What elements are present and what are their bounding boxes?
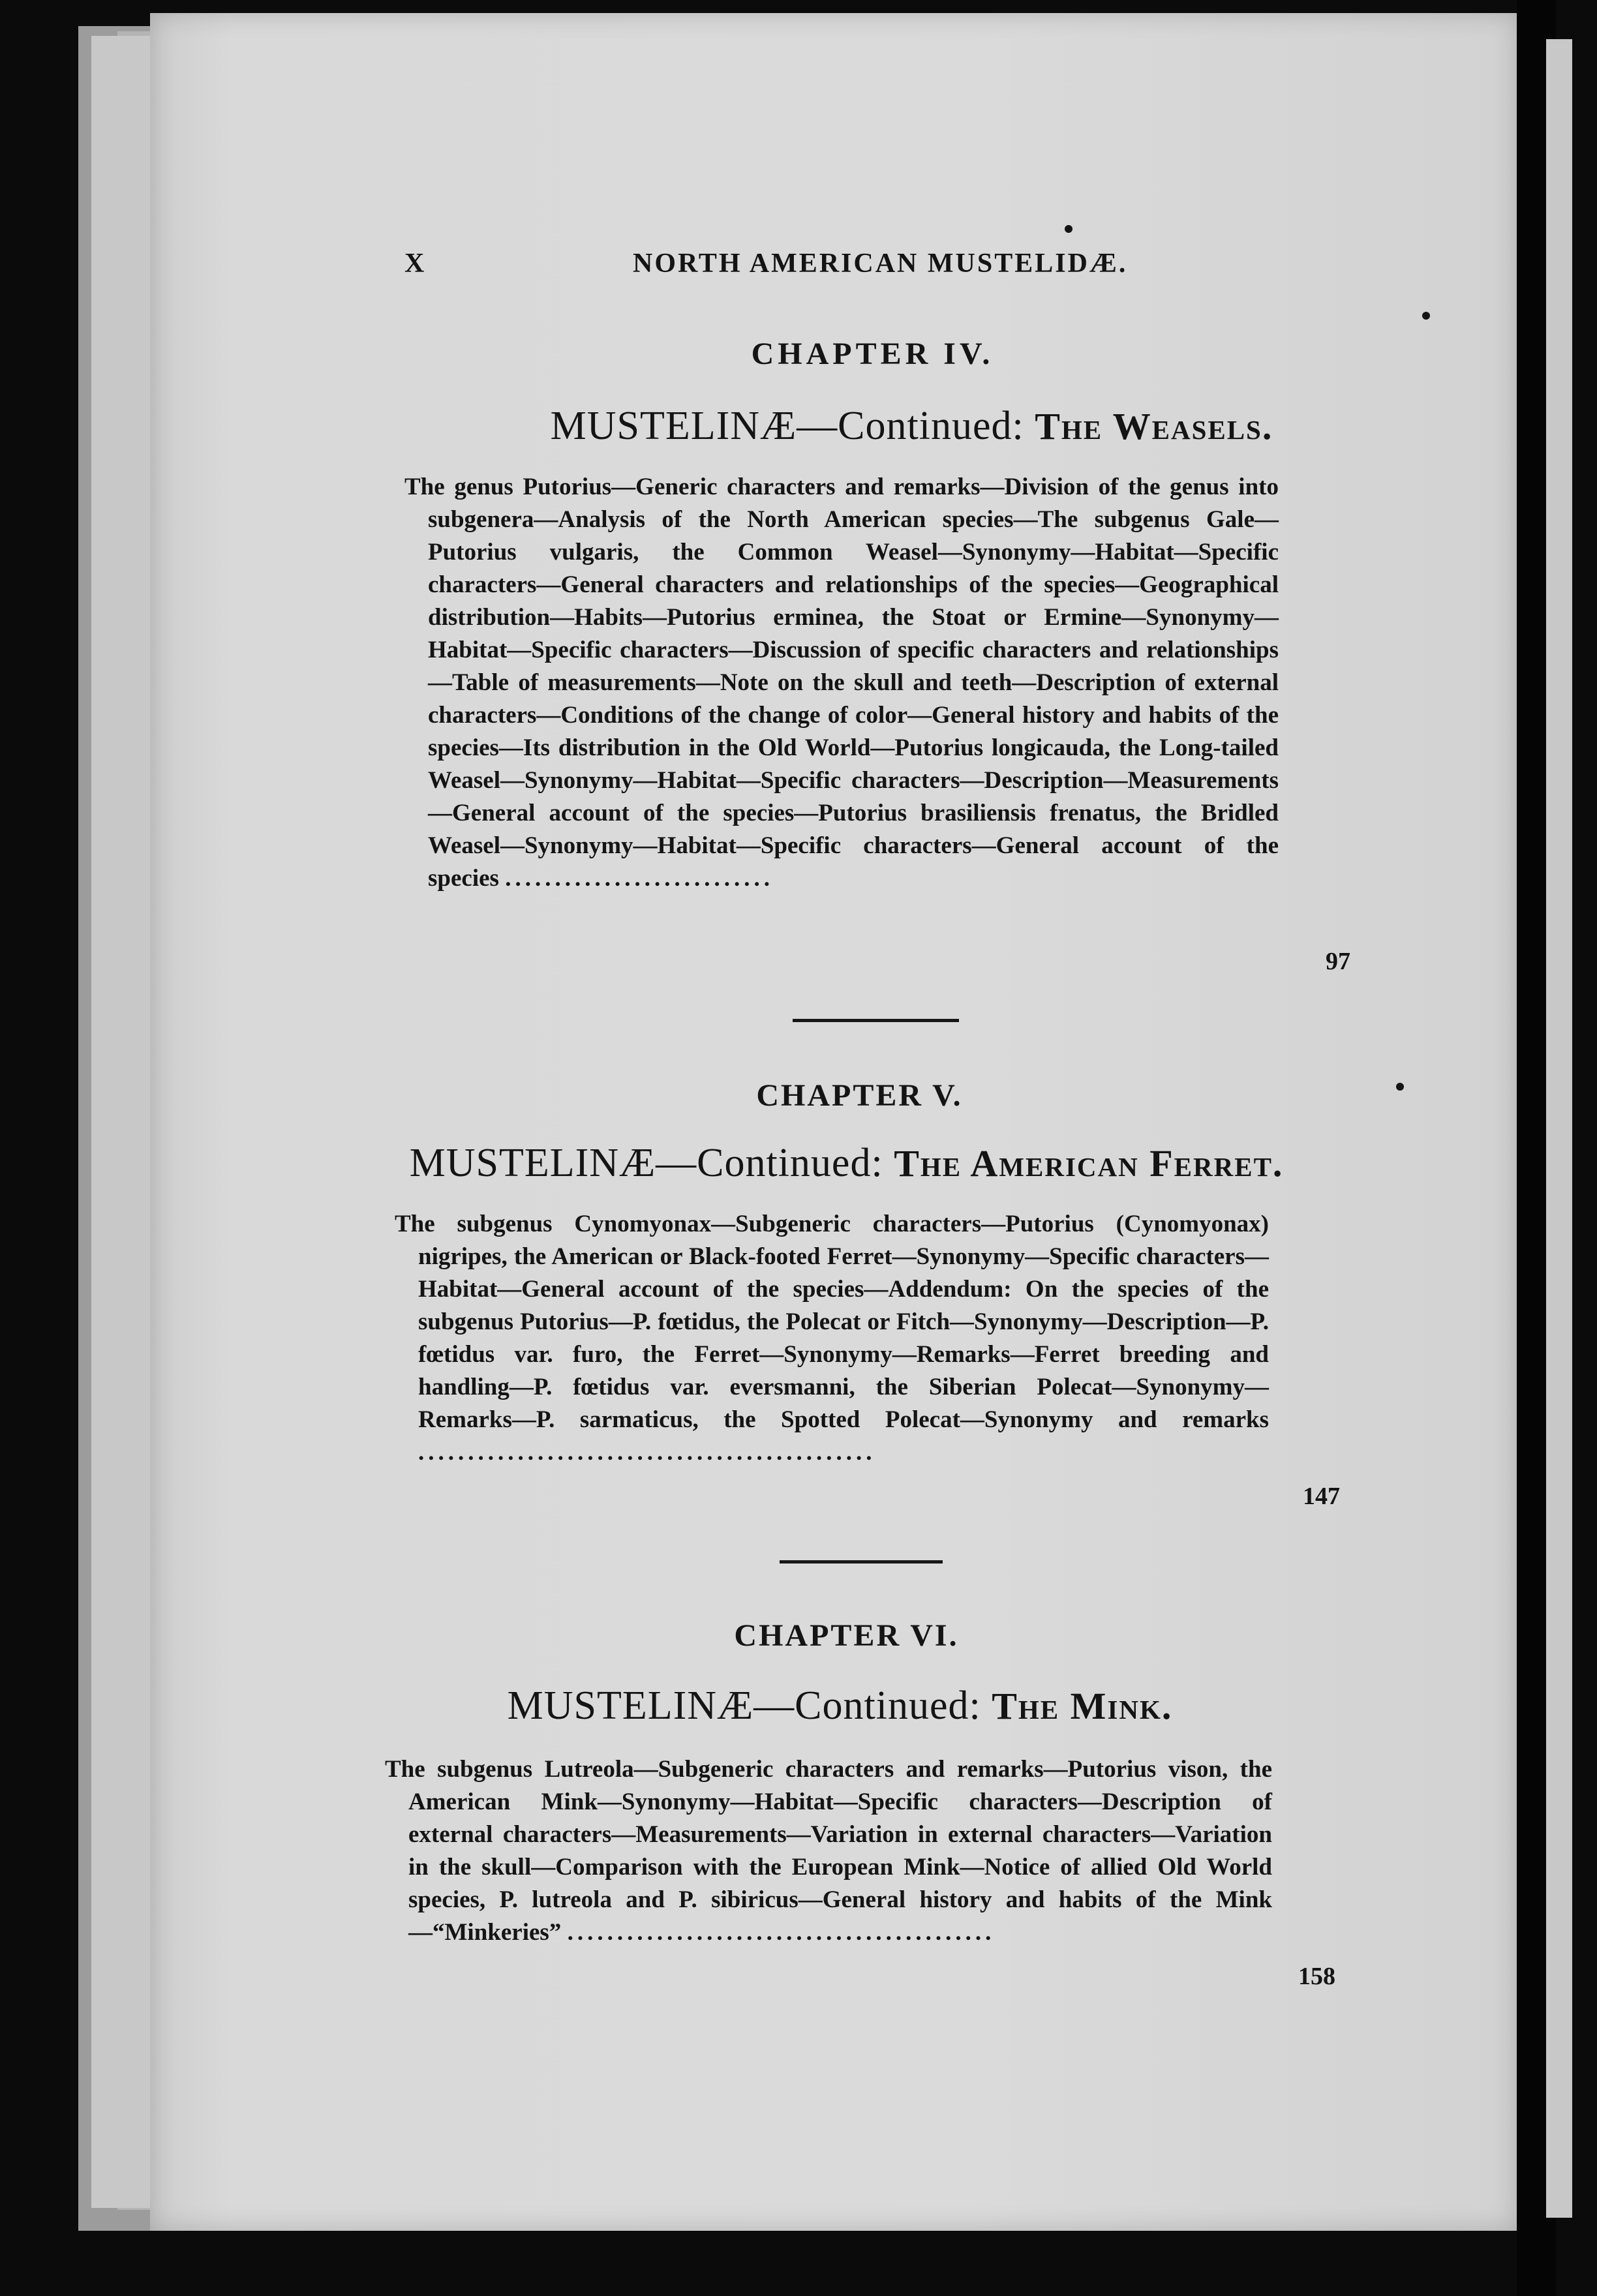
- chapter-iv-title-sub: The Weasels.: [1035, 405, 1273, 447]
- chapter-iv-summary: [404, 471, 1279, 895]
- chapter-vi-summary: [385, 1753, 1272, 1949]
- chapter-vi-title-main: MUSTELINÆ—Continued:: [507, 1684, 981, 1728]
- chapter-iv-label: CHAPTER IV.: [751, 337, 994, 371]
- chapter-iv-page-number: 97: [1326, 948, 1350, 975]
- section-divider-rule: [780, 1560, 943, 1563]
- chapter-vi-title: [150, 1683, 1523, 1729]
- chapter-iv-leader-dots: ...........................: [505, 865, 774, 892]
- chapter-v-contents: [395, 1208, 1269, 1469]
- chapter-v-leader-dots: ..............................................: [418, 1439, 876, 1466]
- chapter-vi-leader-dots: ...........................................: [567, 1919, 996, 1946]
- chapter-v-title-main: MUSTELINÆ—Continued:: [409, 1141, 883, 1185]
- chapter-vi-title-sub: The Mink.: [992, 1685, 1173, 1727]
- chapter-v-title-sub: The American Ferret.: [894, 1142, 1284, 1185]
- running-head-title: NORTH AMERICAN MUSTELIDÆ.: [633, 249, 1128, 279]
- chapter-iv-summary-text: The genus Putorius—Generic characters and remarks—Division of the genus into subgenera—Analysis of the North American species—The subgenus Gale—Putorius vulgaris, the Common Weasel—Synonymy—Habitat—Specific characters—General characters and relationships of the species—Geographical distribution—Habits—Putorius erminea, the Stoat or Ermine—Synonymy—Habitat—Specific characters—Discussion of specific characters and relationships—Table of measurements—Note on the skull and teeth—Description of external characters—Conditions of the change of color—General history and habits of the species—Its distribution in the Old World—Putorius longicauda, the Long-tailed Weasel—Synonymy—Habitat—Specific characters—Description—Measurements—General account of the species—Putorius brasiliensis frenatus, the Bridled Weasel—Synonymy—Habitat—Specific characters—General account of the species: [404, 474, 1279, 892]
- chapter-vi-summary-text: The subgenus Lutreola—Subgeneric characters and remarks—Putorius vison, the American Mink—Synonymy—Habitat—Specific characters—Description of external characters—Measurements—Variation in external characters—Variation in the skull—Comparison with the European Mink—Notice of allied Old World species, P. lutreola and P. sibiricus—General history and habits of the Mink—“Minkeries”: [385, 1756, 1272, 1946]
- chapter-vi-contents: [385, 1753, 1272, 1949]
- page-folio: X: [404, 249, 427, 279]
- chapter-v-page-number: 147: [1303, 1483, 1340, 1510]
- chapter-vi-label: CHAPTER VI.: [734, 1618, 959, 1653]
- chapter-v-summary: [395, 1208, 1269, 1469]
- chapter-iv-contents: [404, 471, 1279, 895]
- chapter-v-label: CHAPTER V.: [756, 1078, 963, 1113]
- chapter-v-title: [150, 1140, 1530, 1186]
- section-divider-rule: [793, 1019, 959, 1022]
- chapter-iv-title-main: MUSTELINÆ—Continued:: [550, 404, 1024, 448]
- chapter-iv-title: [150, 403, 1595, 449]
- stacked-page-edge: [91, 36, 153, 2208]
- chapter-v-summary-text: The subgenus Cynomyonax—Subgeneric characters—Putorius (Cynomyonax) nigripes, the American or Black-footed Ferret—Synonymy—Specific characters—Habitat—General account of the species—Addendum: On the species of the subgenus Putorius—P. fœtidus, the Polecat or Fitch—Synonymy—Description—P. fœtidus var. furo, the Ferret—Synonymy—Remarks—Ferret breeding and handling—P. fœtidus var. eversmanni, the Siberian Polecat—Synonymy—Remarks—P. sarmaticus, the Spotted Polecat—Synonymy and remarks: [395, 1211, 1269, 1433]
- ink-speck: [1422, 312, 1430, 320]
- chapter-vi-page-number: 158: [1298, 1963, 1335, 1990]
- ink-speck: [1065, 225, 1072, 233]
